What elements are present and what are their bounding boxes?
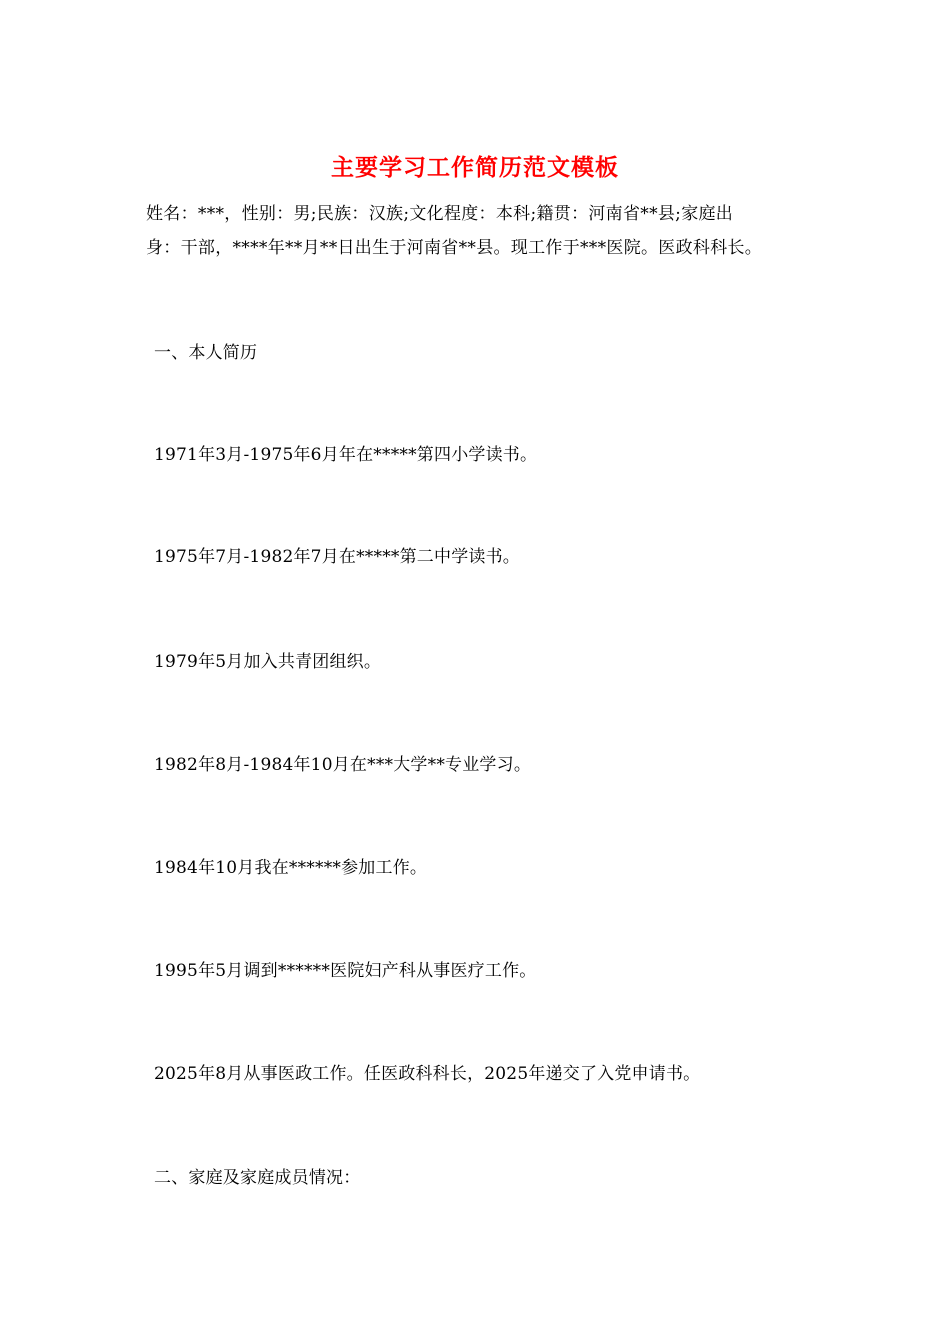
- resume-item: 1984年10月我在******参加工作。: [154, 858, 428, 878]
- section-heading-resume: 一、本人简历: [154, 343, 258, 363]
- personal-info-paragraph: [146, 197, 816, 265]
- personal-info-line: 身：干部，****年**月**日出生于河南省**县。现工作于***医院。医政科科长。: [146, 238, 763, 258]
- resume-item: 1975年7月-1982年7月在*****第二中学读书。: [154, 547, 521, 567]
- resume-item: 1971年3月-1975年6月年在*****第四小学读书。: [154, 445, 538, 465]
- resume-item: 1979年5月加入共青团组织。: [154, 652, 382, 672]
- resume-item: 1982年8月-1984年10月在***大学**专业学习。: [154, 755, 532, 775]
- resume-item: 1995年5月调到******医院妇产科从事医疗工作。: [154, 961, 537, 981]
- document-title: 主要学习工作简历范文模板: [331, 154, 619, 181]
- personal-info-line: 姓名：***，性别：男;民族：汉族;文化程度：本科;籍贯：河南省**县;家庭出: [146, 204, 734, 224]
- resume-item: 2025年8月从事医政工作。任医政科科长，2025年递交了入党申请书。: [154, 1064, 701, 1084]
- section-heading-family: 二、家庭及家庭成员情况：: [154, 1168, 361, 1188]
